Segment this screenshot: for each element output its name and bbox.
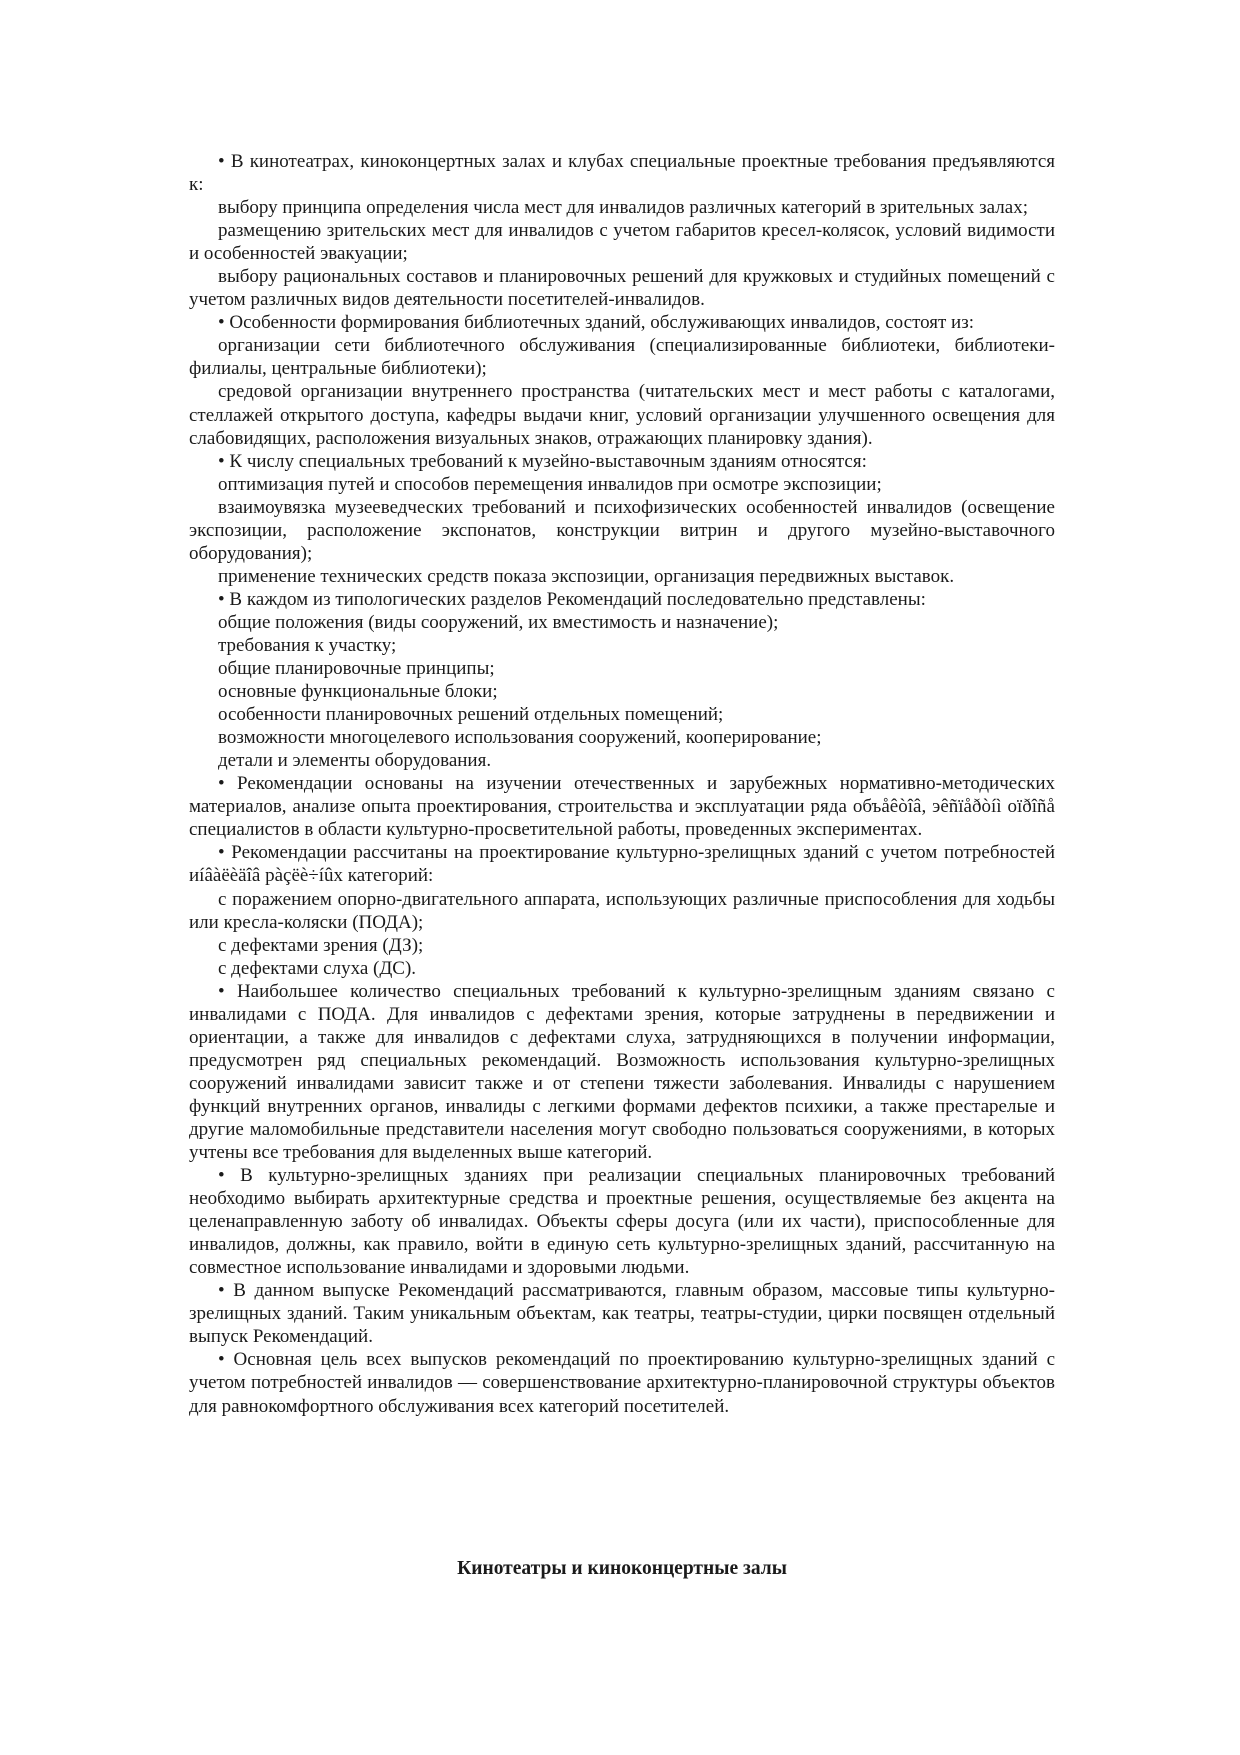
paragraph-issue-scope: • В данном выпуске Рекомендаций рассматриваются, главным образом, массовые типы культурно-зрелищных зданий. Таким уникальным объектам, как театры, театры-студии, цирки посвящен отдельный выпуск Рекомендаций.: [189, 1280, 1055, 1348]
list-item: с дефектами зрения (ДЗ);: [218, 934, 424, 956]
paragraph-main-goal: • Основная цель всех выпусков рекомендаций по проектированию культурно-зрелищных зданий с учетом потребностей инвалидов — совершенствование архитектурно-планировочной структуры объектов для равнокомфортного обслуживания всех категорий посетителей.: [189, 1349, 1055, 1417]
paragraph-poda-requirements: • Наибольшее количество специальных требований к культурно-зрелищным зданиям связано с инвалидами с ПОДА. Для инвалидов с дефектами зрения, которые затруднены в передвижении и ориентации, а также для инвалидов с дефектами слуха, затрудняющихся в получении информации, предусмотрен ряд специальных рекомендаций. Возможность использования культурно-зрелищных сооружений инвалидами зависит также и от степени тяжести заболевания. Инвалиды с нарушением функций внутренних органов, инвалиды с легкими формами дефектов психики, а также престарелые и другие маломобильные представители населения могут свободно пользоваться сооружениями, в которых учтены все требования для выделенных выше категорий.: [189, 980, 1055, 1164]
paragraph-museum-paths: оптимизация путей и способов перемещения инвалидов при осмотре экспозиции;: [218, 473, 882, 495]
list-item: возможности многоцелевого использования сооружений, кооперирование;: [218, 727, 822, 749]
list-item: общие положения (виды сооружений, их вместимость и назначение);: [218, 611, 779, 633]
body-text: [189, 150, 1055, 1418]
paragraph-library-interior: средовой организации внутреннего пространства (читательских мест и мест работы с каталогами, стеллажей открытого доступа, кафедры выдачи книг, условий организации улучшенного освещения для слабовидящих, расположения визуальных знаков, отражающих планировку здания).: [189, 381, 1055, 449]
list-item: с дефектами слуха (ДС).: [218, 957, 417, 979]
paragraph-sections-intro: • В каждом из типологических разделов Рекомендаций последовательно представлены:: [218, 588, 926, 610]
paragraph-architectural-means: • В культурно-зрелищных зданиях при реализации специальных планировочных требований необходимо выбирать архитектурные средства и проектные решения, осуществляемые без акцента на целенаправленную заботу об инвалидах. Объекты сферы досуга (или их части), приспособленные для инвалидов, должны, как правило, войти в единую сеть культурно-зрелищных зданий, рассчитанную на совместное использование инвалидами и здоровыми людьми.: [189, 1165, 1055, 1279]
paragraph-library-network: организации сети библиотечного обслуживания (специализированные библиотеки, библиотеки-филиалы, центральные библиотеки);: [189, 335, 1055, 380]
paragraph-library-features: • Особенности формирования библиотечных зданий, обслуживающих инвалидов, состоят из:: [218, 312, 975, 334]
list-item: детали и элементы оборудования.: [218, 750, 492, 772]
section-heading: Кинотеатры и киноконцертные залы: [457, 1558, 787, 1579]
paragraph-recommendations-basis: • Рекомендации основаны на изучении отечественных и зарубежных нормативно-методических материалов, анализе опыта проектирования, строительства и эксплуатации ряда объåêòîâ, эêñïåðòíì оïðîñå специалистов в области культурно-просветительной работы, проведенных экспериментах.: [189, 773, 1055, 841]
paragraph-seat-count: выбору принципа определения числа мест для инвалидов различных категорий в зрительных залах;: [218, 197, 1028, 219]
paragraph-cinema-requirements: • В кинотеатрах, киноконцертных залах и клубах специальные проектные требования предъявляются к:: [189, 151, 1055, 196]
paragraph-museum-linking: взаимоувязка музееведческих требований и психофизических особенностей инвалидов (освещение экспозиции, расположение экспонатов, конструкции витрин и другого музейно-выставочного оборудования);: [189, 496, 1055, 564]
list-item: общие планировочные принципы;: [218, 658, 495, 680]
list-item: основные функциональные блоки;: [218, 681, 498, 703]
paragraph-seat-placement: размещению зрительских мест для инвалидов с учетом габаритов кресел-колясок, условий видимости и особенностей эвакуации;: [189, 220, 1055, 265]
paragraph-museum-requirements: • К числу специальных требований к музейно-выставочным зданиям относятся:: [218, 450, 867, 472]
list-item: с поражением опорно-двигательного аппарата, использующих различные приспособления для ходьбы или кресла-коляски (ПОДА);: [189, 888, 1055, 933]
paragraph-recommendations-scope: • Рекомендации рассчитаны на проектирование культурно-зрелищных зданий с учетом потребностей иíâàëèäîâ рàçëè÷íûх категорий:: [189, 842, 1055, 887]
paragraph-museum-technical: применение технических средств показа экспозиции, организация передвижных выставок.: [218, 565, 955, 587]
list-item: требования к участку;: [218, 634, 397, 656]
list-item: особенности планировочных решений отдельных помещений;: [218, 704, 724, 726]
paragraph-studio-rooms: выбору рациональных составов и планировочных решений для кружковых и студийных помещений с учетом различных видов деятельности посетителей-инвалидов.: [189, 266, 1055, 311]
